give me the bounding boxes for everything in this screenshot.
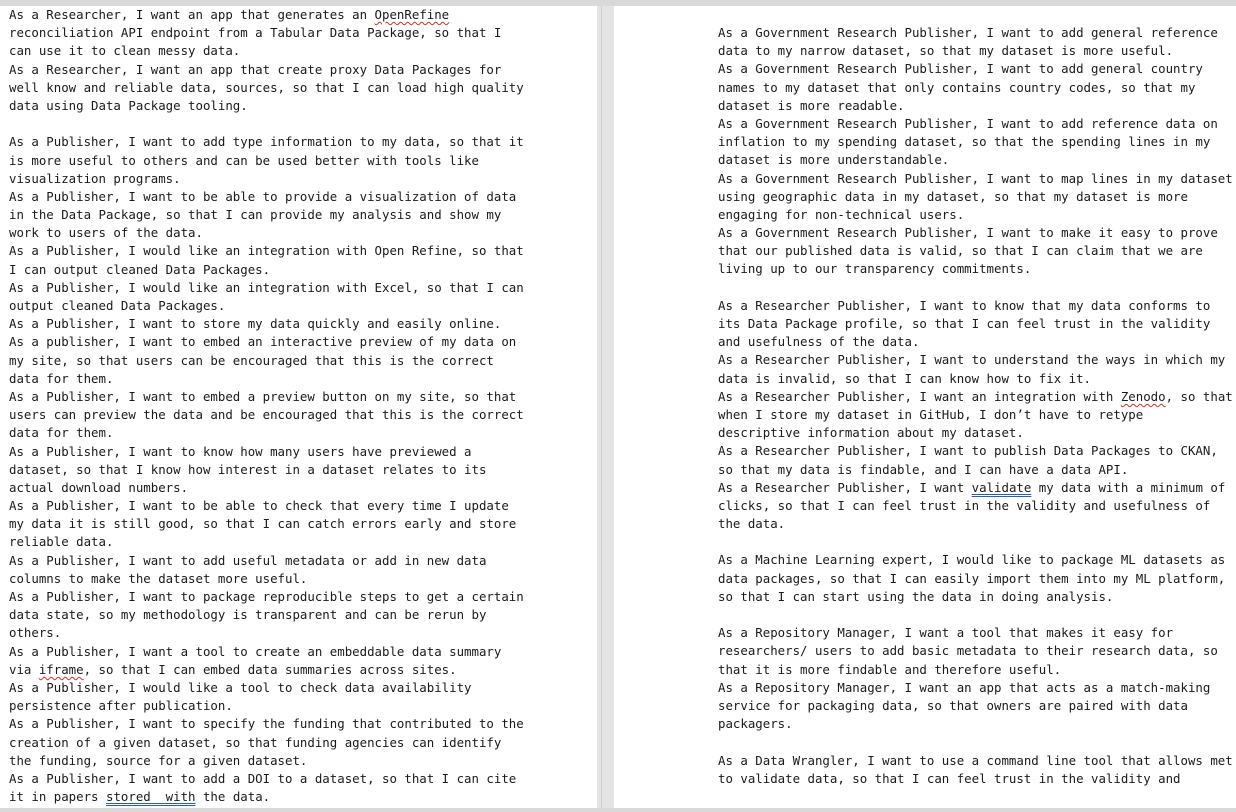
right-text-line: that our published data is valid, so that I can claim that we are <box>718 243 1203 259</box>
left-text-line: As a publisher, I want to embed an interactive preview of my data on <box>9 334 517 350</box>
right-text-line: As a Machine Learning expert, I would like to package ML datasets as <box>718 552 1226 568</box>
left-text-line: As a Publisher, I want to store my data quickly and easily online. <box>9 316 502 332</box>
right-text-line: As a Data Wrangler, I want to use a command line tool that allows met <box>718 752 1233 768</box>
left-text-line: columns to make the dataset more useful. <box>9 570 308 586</box>
left-text-line: it in papers stored with the data. <box>9 789 271 805</box>
right-text-line: data packages, so that I can easily import them into my ML platform, <box>718 570 1226 586</box>
left-text-line: As a Publisher, I would like a tool to check data availability <box>9 679 472 695</box>
right-text-line: As a Government Research Publisher, I want to add general reference <box>718 25 1218 40</box>
right-text-line: As a Researcher Publisher, I want to understand the ways in which my <box>718 352 1226 368</box>
left-text-line: output cleaned Data Packages. <box>9 298 226 313</box>
right-text-line: As a Researcher Publisher, I want an integration with Zenodo, so that <box>718 388 1233 404</box>
left-text-line: dataset, so that I know how interest in a dataset relates to its <box>9 461 487 477</box>
window-bottom-strip <box>0 808 1236 812</box>
left-text-line: visualization programs. <box>9 170 181 186</box>
left-text-line: As a Publisher, I want to embed a preview button on my site, so that <box>9 388 517 404</box>
grammar-suggestion-mark[interactable]: stored with <box>105 789 196 805</box>
right-text-line: names to my dataset that only contains country codes, so that my <box>718 79 1196 95</box>
right-text-line: packagers. <box>718 716 793 732</box>
left-text-line: users can preview the data and be encouraged that this is the correct <box>9 407 524 423</box>
left-text-line: As a Publisher, I want to know how many users have previewed a <box>9 443 472 459</box>
spelling-error-mark[interactable]: Zenodo <box>1120 388 1166 404</box>
left-text-line: I can output cleaned Data Packages. <box>9 261 271 277</box>
left-text-line: As a Publisher, I want to add useful metadata or add in new data <box>9 552 487 568</box>
right-text-line <box>718 279 1218 297</box>
left-text-line: via iframe, so that I can embed data summaries across sites. <box>9 661 457 677</box>
page-gutter <box>597 6 614 812</box>
left-text-line: my data it is still good, so that I can catch errors early and store <box>9 516 517 532</box>
left-text-line: others. <box>9 625 62 641</box>
right-text-line: As a Government Research Publisher, I want to map lines in my dataset <box>718 170 1233 186</box>
right-text-line: and usefulness of the data. <box>718 334 920 350</box>
left-text-line: As a Publisher, I want to specify the funding that contributed to the <box>9 716 524 732</box>
left-text-line <box>9 115 529 133</box>
left-text-line: As a Publisher, I want to package reproducible steps to get a certain <box>9 589 524 604</box>
right-text-line: As a Researcher Publisher, I want to publish Data Packages to CKAN, <box>718 443 1218 459</box>
left-text-line: As a Publisher, I want to be able to check that every time I update <box>9 498 509 514</box>
left-text-column <box>9 6 529 806</box>
right-text-line: As a Government Research Publisher, I want to make it easy to prove <box>718 225 1218 241</box>
right-text-line: living up to our transparency commitments. <box>718 261 1032 277</box>
right-text-line: service for packaging data, so that owners are paired with data <box>718 697 1188 713</box>
right-text-line <box>718 533 1218 551</box>
left-text-line: As a Researcher, I want an app that create proxy Data Packages for <box>9 61 502 77</box>
right-text-line: data to my narrow dataset, so that my dataset is more useful. <box>718 43 1174 59</box>
right-text-line: As a Repository Manager, I want a tool that makes it easy for <box>718 625 1174 641</box>
left-text-line: my site, so that users can be encouraged that this is the correct <box>9 352 494 368</box>
left-text-line: reliable data. <box>9 534 114 550</box>
left-text-line: the funding, source for a given dataset. <box>9 752 308 768</box>
right-text-line: As a Government Research Publisher, I want to add reference data on <box>718 115 1218 131</box>
left-text-line: As a Publisher, I would like an integration with Excel, so that I can <box>9 279 524 295</box>
left-text-line: data using Data Package tooling. <box>9 97 248 113</box>
right-text-line: researchers/ users to add basic metadata to their research data, so <box>718 643 1218 659</box>
right-text-line: engaging for non-technical users. <box>718 206 965 222</box>
right-text-line: that it is more findable and therefore useful. <box>718 661 1062 677</box>
left-text-line: data state, so my methodology is transparent and can be rerun by <box>9 607 487 623</box>
left-text-line: well know and reliable data, sources, so that I can load high quality <box>9 79 524 95</box>
right-text-line: inflation to my spending dataset, so that the spending lines in my <box>718 134 1211 150</box>
right-text-line: so that my data is findable, and I can have a data API. <box>718 461 1129 477</box>
left-text-line: As a Publisher, I would like an integration with Open Refine, so that <box>9 243 524 259</box>
left-text-line: data for them. <box>9 425 114 441</box>
left-text-line: in the Data Package, so that I can provide my analysis and show my <box>9 207 502 223</box>
right-text-line: so that I can start using the data in doing analysis. <box>718 588 1114 604</box>
left-text-line: reconciliation API endpoint from a Tabular Data Package, so that I <box>9 25 502 41</box>
left-text-line: work to users of the data. <box>9 225 203 241</box>
left-text-line: data for them. <box>9 370 114 386</box>
right-text-column <box>718 24 1233 788</box>
right-text-line: As a Repository Manager, I want an app that acts as a match-making <box>718 679 1211 695</box>
document-page-right[interactable] <box>614 6 1236 812</box>
spelling-error-mark[interactable]: OpenRefine <box>374 7 450 22</box>
left-text-line: As a Publisher, I want to be able to provide a visualization of data <box>9 188 517 204</box>
right-text-line: when I store my dataset in GitHub, I don’t have to retype <box>718 406 1144 422</box>
right-text-line: As a Government Research Publisher, I want to add general country <box>718 61 1203 77</box>
right-text-line: data is invalid, so that I can know how to fix it. <box>718 370 1091 386</box>
left-text-line: actual download numbers. <box>9 479 189 495</box>
left-text-line: persistence after publication. <box>9 698 233 714</box>
right-text-line: clicks, so that I can feel trust in the validity and usefulness of <box>718 497 1211 513</box>
right-text-line: the data. <box>718 516 786 532</box>
grammar-suggestion-mark[interactable]: validate <box>971 479 1032 495</box>
left-text-line: As a Publisher, I want a tool to create an embeddable data summary <box>9 643 502 659</box>
left-text-line: As a Publisher, I want to add type information to my data, so that it <box>9 134 524 150</box>
right-text-line: As a Researcher Publisher, I want to know that my data conforms to <box>718 297 1211 313</box>
right-text-line <box>718 733 1218 751</box>
right-text-line: to validate data, so that I can feel trust in the validity and <box>718 770 1181 786</box>
left-text-line: creation of a given dataset, so that funding agencies can identify <box>9 734 502 750</box>
right-text-line: dataset is more readable. <box>718 97 905 113</box>
left-text-line: As a Publisher, I want to add a DOI to a dataset, so that I can cite <box>9 770 517 786</box>
right-text-line: As a Researcher Publisher, I want validate my data with a minimum of <box>718 479 1226 495</box>
right-text-line: descriptive information about my dataset. <box>718 425 1024 441</box>
right-text-line: using geographic data in my dataset, so that my dataset is more <box>718 188 1188 204</box>
right-text-line: its Data Package profile, so that I can feel trust in the validity <box>718 316 1211 331</box>
left-text-line: As a Researcher, I want an app that generates an OpenRefine <box>9 7 450 22</box>
right-text-line: dataset is more understandable. <box>718 152 950 168</box>
left-text-line: can use it to clean messy data. <box>9 43 241 59</box>
right-text-line <box>718 606 1218 624</box>
spelling-error-mark[interactable]: iframe <box>38 661 84 677</box>
left-text-line: is more useful to others and can be used better with tools like <box>9 152 479 168</box>
document-page-left[interactable] <box>0 6 597 812</box>
